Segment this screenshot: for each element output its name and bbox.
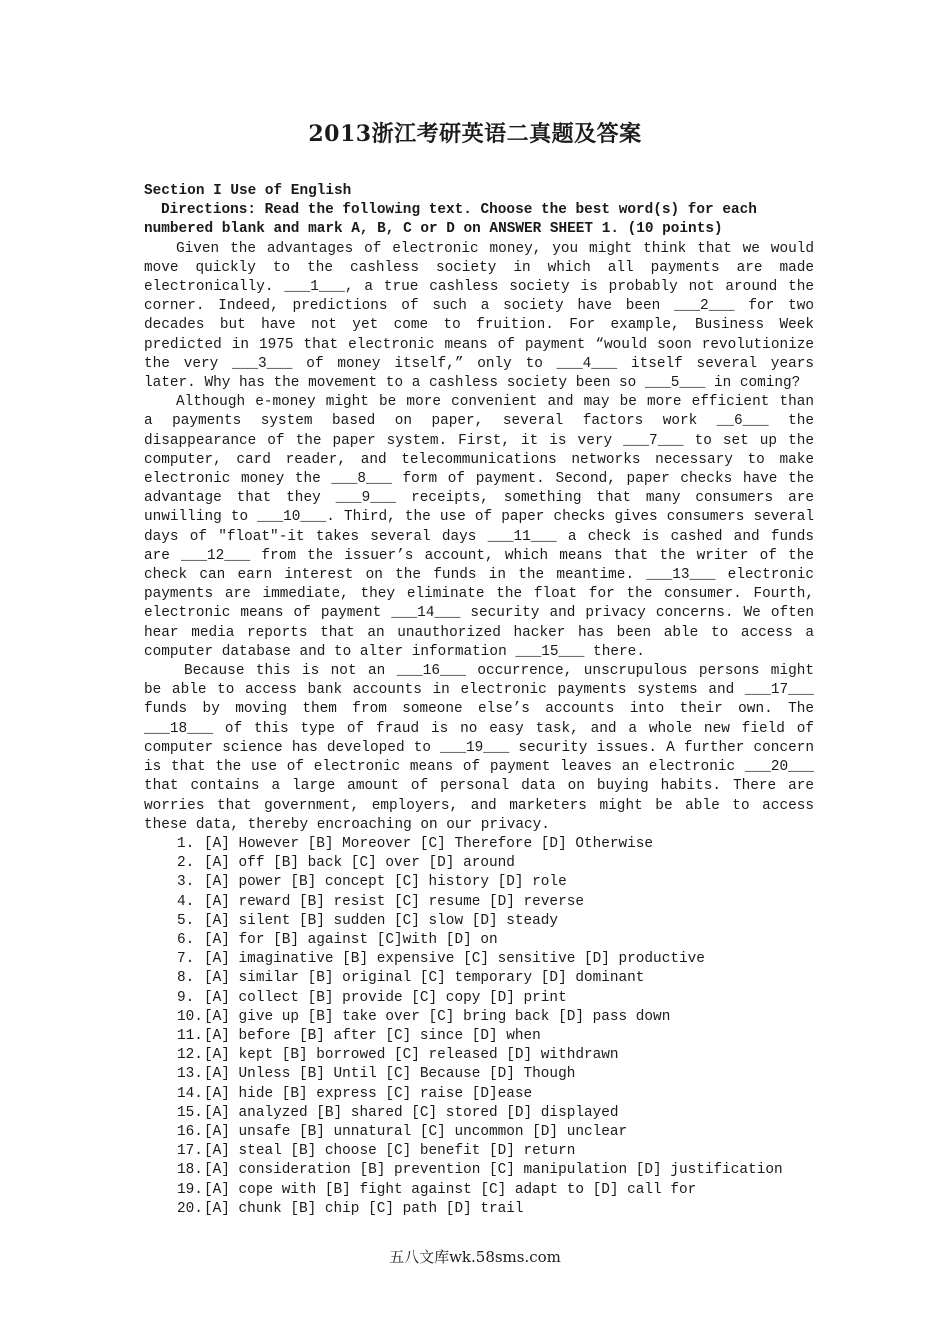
option-item: 1. [A] However [B] Moreover [C] Therefore [D] Otherwise (177, 835, 654, 852)
passage-paragraph-1: Given the advantages of electronic money, you might think that we would move quickly to the cashless society in which all payments are made electronically. ___1___, a true cashless society is probably not around the corner. Indeed, predictions of such a society have been ___2___ for two decades but have not yet come to fruition. For example, Business Week predicted in 1975 that electronic means of payment “would soon revolutionize the very ___3___ of money itself,” only to ___4___ itself several years later. Why has the movement to a cashless society been so ___5___ in coming? (144, 240, 814, 392)
answer-options-list (144, 835, 814, 1219)
option-item: 12.[A] kept [B] borrowed [C] released [D] withdrawn (177, 1047, 619, 1064)
option-item: 17.[A] steal [B] choose [C] benefit [D] return (177, 1143, 576, 1160)
directions: Directions: Read the following text. Choose the best word(s) for each numbered blank and mark A, B, C or D on ANSWER SHEET 1. (10 points) (144, 202, 757, 238)
option-item: 14.[A] hide [B] express [C] raise [D]ease (177, 1085, 533, 1102)
passage-paragraph-3: Because this is not an ___16___ occurrence, unscrupulous persons might be able to access bank accounts in electronic payments systems and ___17___ funds by moving them from someone else’s accounts into their own. The ___18___ of this type of fraud is no easy task, and a whole new field of computer science has developed to ___19___ security issues. A further concern is that the use of electronic means of payment leaves an electronic ___20___ that contains a large amount of personal data on buying habits. There are worries that government, employers, and marketers might be able to access these data, thereby encroaching on our privacy. (144, 663, 814, 833)
option-item: 3. [A] power [B] concept [C] history [D] role (177, 874, 567, 891)
option-item: 11.[A] before [B] after [C] since [D] when (177, 1027, 541, 1044)
option-item: 16.[A] unsafe [B] unnatural [C] uncommon [D] unclear (177, 1123, 628, 1140)
option-item: 6. [A] for [B] against [C]with [D] on (177, 931, 498, 948)
option-item: 13.[A] Unless [B] Until [C] Because [D] Though (177, 1066, 576, 1083)
option-item: 15.[A] analyzed [B] shared [C] stored [D] displayed (177, 1104, 619, 1121)
option-item: 18.[A] consideration [B] prevention [C] manipulation [D] justification (177, 1162, 783, 1179)
section-heading: Section I Use of English (144, 183, 352, 199)
option-item: 20.[A] chunk [B] chip [C] path [D] trail (177, 1200, 524, 1217)
option-item: 4. [A] reward [B] resist [C] resume [D] reverse (177, 893, 584, 910)
option-item: 9. [A] collect [B] provide [C] copy [D] print (177, 989, 567, 1006)
page-title: 2013浙江考研英语二真题及答案 (308, 121, 642, 147)
passage-paragraph-2: Although e-money might be more convenient and may be more efficient than a payments system based on paper, several factors work __6___ the disappearance of the paper system. First, it is very ___7___ to set up the computer, card reader, and telecommunications networks necessary to make electronic money the ___8___ form of payment. Second, paper checks have the advantage that they ___9___ receipts, something that many consumers are unwilling to ___10___. Third, the use of paper checks gives consumers several days of "float"-it takes several days ___11___ a check is cashed and funds are ___12___ from the issuer’s account, which means that the writer of the check can earn interest on the funds in the meantime. ___13___ electronic payments are immediate, they eliminate the float for the consumer. Fourth, electronic means of payment ___14___ security and privacy concerns. We often hear media reports that an unauthorized hacker has been able to access a computer database and to alter information ___15___ there. (144, 394, 814, 660)
option-item: 19.[A] cope with [B] fight against [C] adapt to [D] call for (177, 1181, 697, 1198)
option-item: 10.[A] give up [B] take over [C] bring back [D] pass down (177, 1008, 671, 1025)
option-item: 2. [A] off [B] back [C] over [D] around (177, 855, 515, 872)
option-item: 8. [A] similar [B] original [C] temporary [D] dominant (177, 970, 645, 987)
document-body (144, 182, 814, 1219)
option-item: 7. [A] imaginative [B] expensive [C] sensitive [D] productive (177, 951, 705, 968)
option-item: 5. [A] silent [B] sudden [C] slow [D] steady (177, 912, 559, 929)
footer-watermark: 五八文库wk.58sms.com (389, 1248, 561, 1266)
